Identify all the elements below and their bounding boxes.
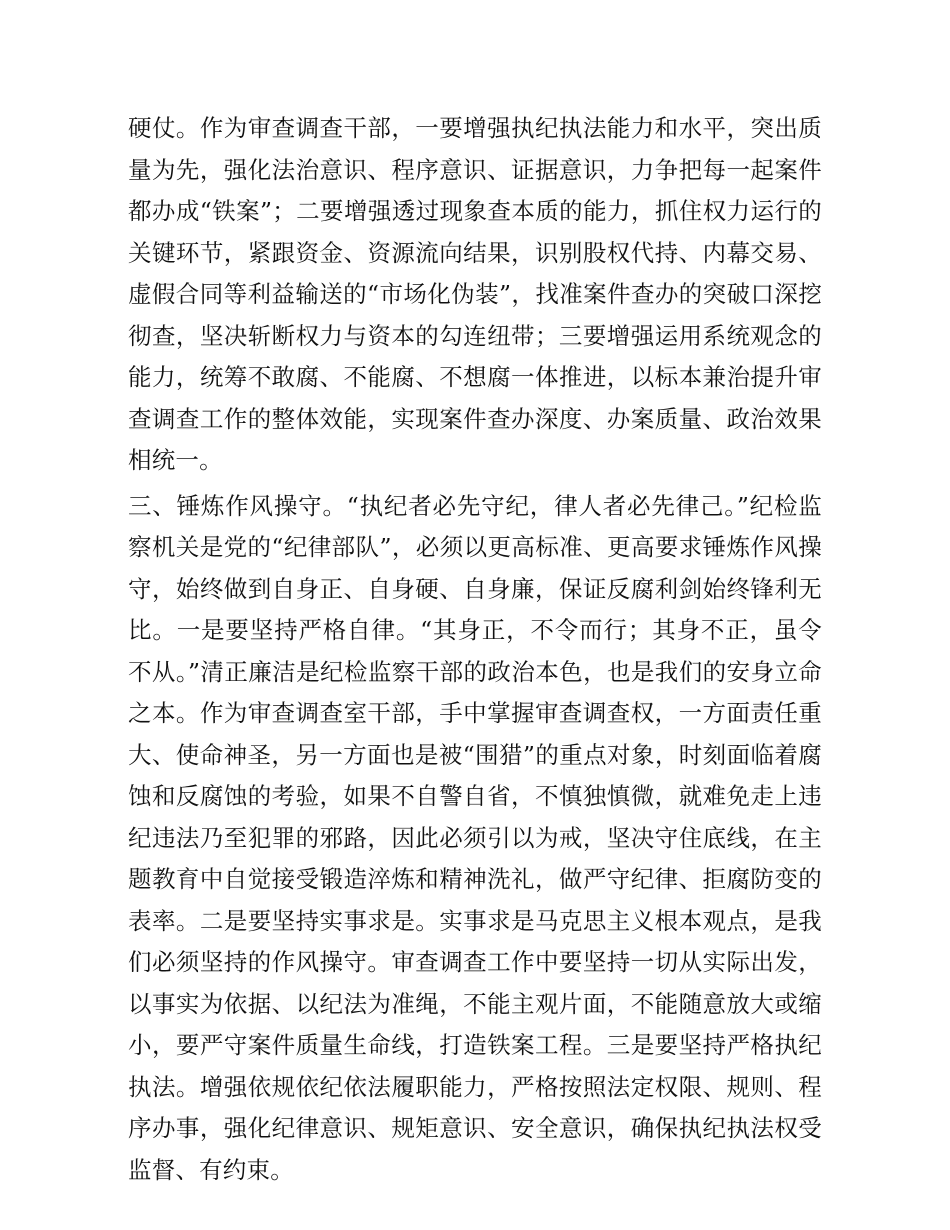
document-body <box>128 108 822 1191</box>
paragraph-continuation: 硬仗。作为审查调查干部，一要增强执纪执法能力和水平，突出质量为先，强化法治意识、程序意识、证据意识，力争把每一起案件都办成“铁案”；二要增强透过现象查本质的能力，抓住权力运行的关键环节，紧跟资金、资源流向结果，识别股权代持、内幕交易、虚假合同等利益输送的“市场化伪装”，找准案件查办的突破口深挖彻查，坚决斩断权力与资本的勾连纽带；三要增强运用系统观念的能力，统筹不敢腐、不能腐、不想腐一体推进，以标本兼治提升审查调查工作的整体效能，实现案件查办深度、办案质量、政治效果相统一。 <box>128 114 822 474</box>
paragraph-section-three: 三、锤炼作风操守。“执纪者必先守纪，律人者必先律己。”纪检监察机关是党的“纪律部队”，必须以更高标准、更高要求锤炼作风操守，始终做到自身正、自身硬、自身廉，保证反腐利剑始终锋利无比。一是要坚持严格自律。“其身正，不令而行；其身不正，虽令不从。”清正廉洁是纪检监察干部的政治本色，也是我们的安身立命之本。作为审查调查室干部，手中掌握审查调查权，一方面责任重大、使命神圣，另一方面也是被“围猎”的重点对象，时刻面临着腐蚀和反腐蚀的考验，如果不自警自省，不慎独慎微，就难免走上违纪违法乃至犯罪的邪路，因此必须引以为戒，坚决守住底线，在主题教育中自觉接受锻造淬炼和精神洗礼，做严守纪律、拒腐防变的表率。二是要坚持实事求是。实事求是马克思主义根本观点，是我们必须坚持的作风操守。审查调查工作中要坚持一切从实际出发，以事实为依据、以纪法为准绳，不能主观片面，不能随意放大或缩小，要严守案件质量生命线，打造铁案工程。三是要坚持严格执纪执法。增强依规依纪依法履职能力，严格按照法定权限、规则、程序办事，强化纪律意识、规矩意识、安全意识，确保执纪执法权受监督、有约束。 <box>128 491 822 1184</box>
